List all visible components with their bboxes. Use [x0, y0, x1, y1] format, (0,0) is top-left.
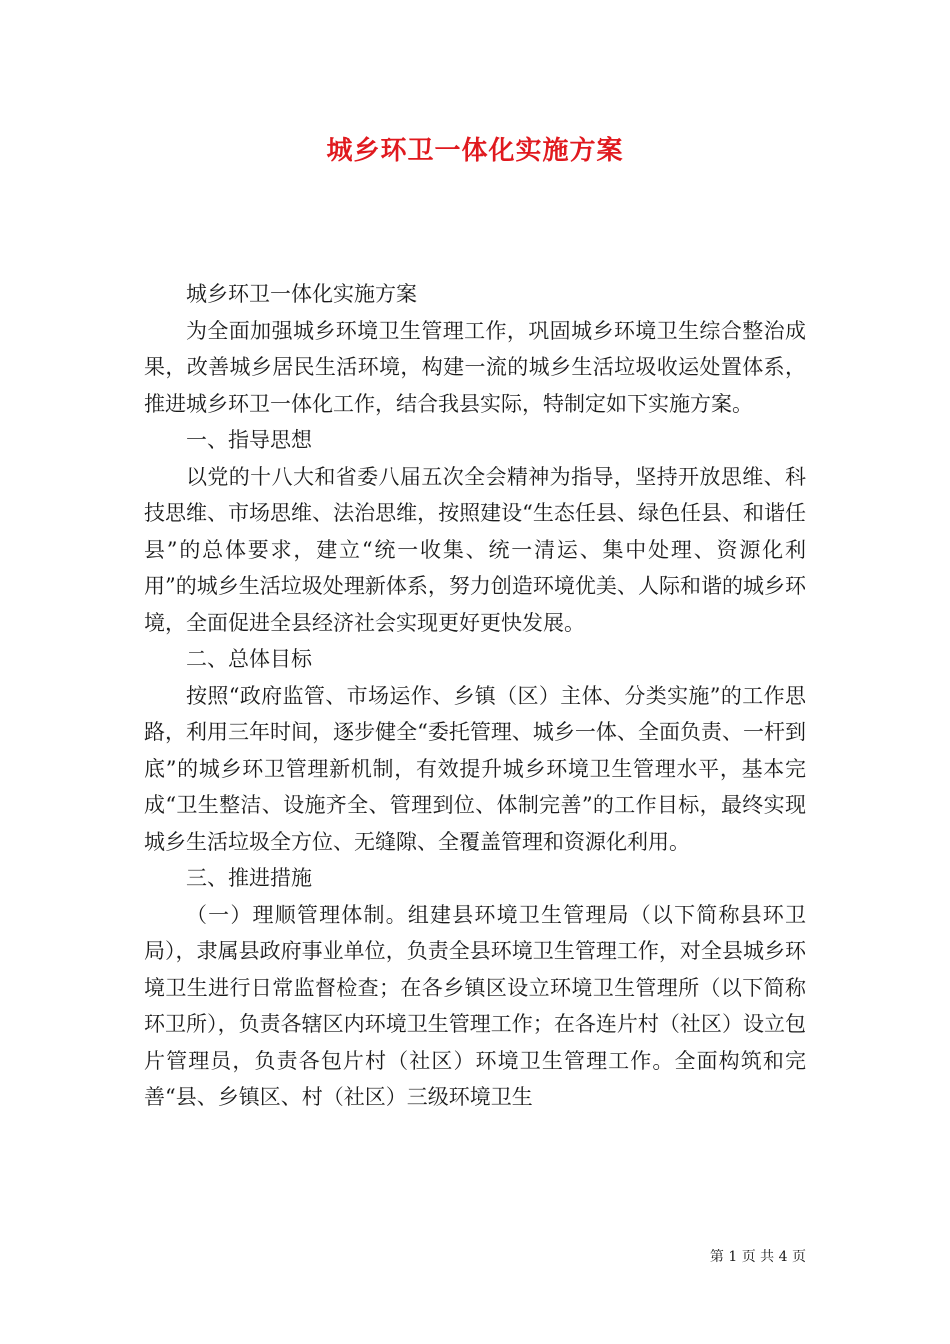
- doc-subtitle: 城乡环卫一体化实施方案: [186, 282, 417, 306]
- section-heading-measures: 三、推进措施: [186, 866, 312, 890]
- page-title: 城乡环卫一体化实施方案: [326, 136, 624, 166]
- measures-paragraph: （一）理顺管理体制。组建县环境卫生管理局（以下简称县环卫局），隶属县政府事业单位，负责全县环境卫生管理工作，对全县城乡环境卫生进行日常监督检查；在各乡镇区设立环境卫生管理所（以下简称环卫所），负责各辖区内环境卫生管理工作；在各连片村（社区）设立包片管理员，负责各包片村（社区）环境卫生管理工作。全面构筑和完善“县、乡镇区、村（社区）三级环境卫生: [144, 902, 806, 1109]
- document-body: [144, 276, 806, 1116]
- intro-paragraph: 为全面加强城乡环境卫生管理工作，巩固城乡环境卫生综合整治成果，改善城乡居民生活环境，构建一流的城乡生活垃圾收运处置体系，推进城乡环卫一体化工作，结合我县实际，特制定如下实施方案。: [144, 318, 806, 416]
- section-heading-guiding-ideology: 一、指导思想: [186, 428, 312, 452]
- overall-goals-paragraph: 按照“政府监管、市场运作、乡镇（区）主体、分类实施”的工作思路，利用三年时间，逐步健全“委托管理、城乡一体、全面负责、一杆到底”的城乡环卫管理新机制，有效提升城乡环境卫生管理水平，基本完成“卫生整洁、设施齐全、管理到位、体制完善”的工作目标，最终实现城乡生活垃圾全方位、无缝隙、全覆盖管理和资源化利用。: [144, 683, 806, 854]
- page-number-footer: 第 1 页 共 4 页: [709, 1249, 806, 1265]
- section-heading-overall-goals: 二、总体目标: [186, 647, 312, 671]
- guiding-ideology-paragraph: 以党的十八大和省委八届五次全会精神为指导，坚持开放思维、科技思维、市场思维、法治思维，按照建设“生态任县、绿色任县、和谐任县”的总体要求，建立“统一收集、统一清运、集中处理、资源化利用”的城乡生活垃圾处理新体系，努力创造环境优美、人际和谐的城乡环境，全面促进全县经济社会实现更好更快发展。: [144, 464, 806, 635]
